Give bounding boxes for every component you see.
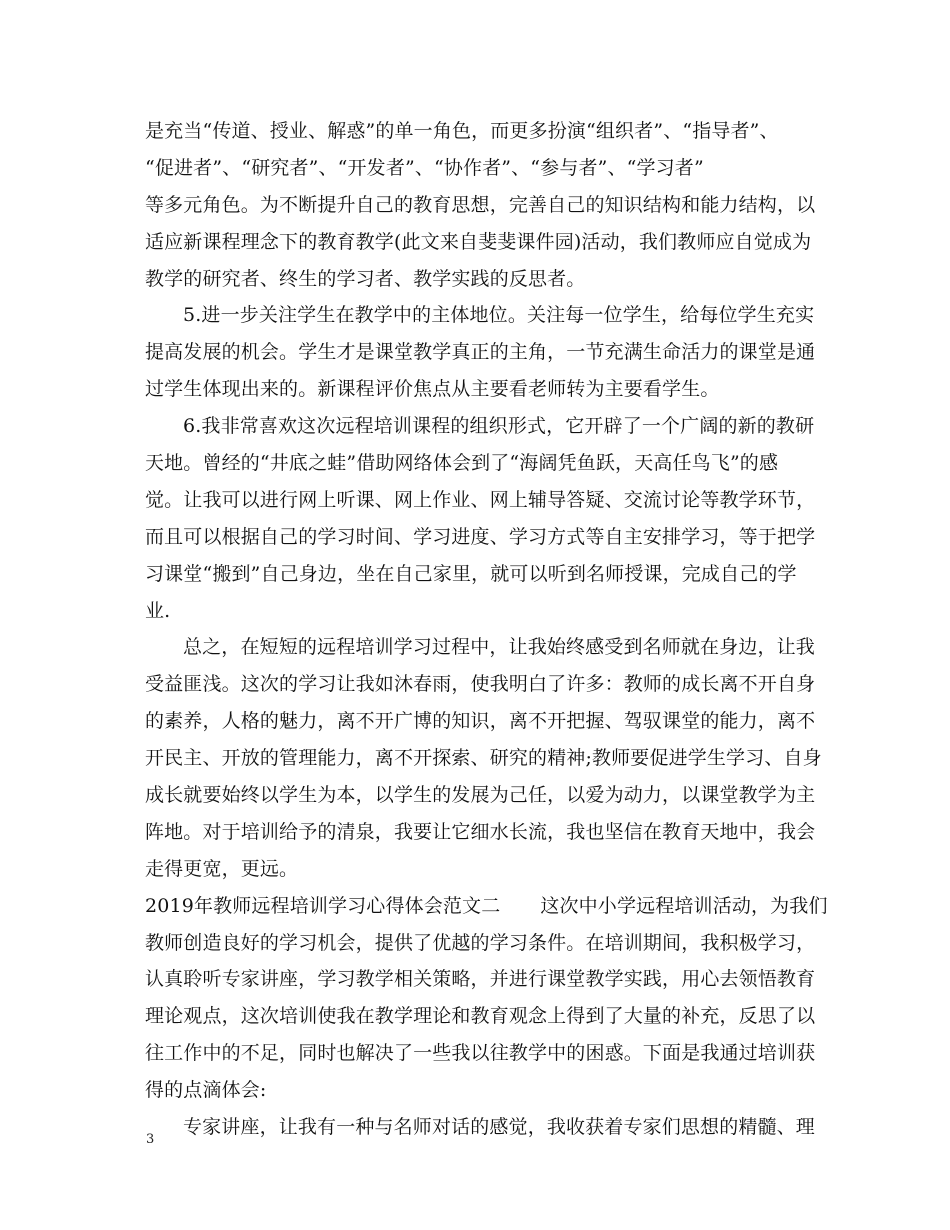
text-line: 认真聆听专家讲座，学习教学相关策略，并进行课堂教学实践，用心去领悟教育	[145, 968, 816, 991]
paragraph-start-line: 专家讲座，让我有一种与名师对话的感觉，我收获着专家们思想的精髓、理	[183, 1116, 815, 1139]
text-line: “促进者”、“研究者”、“开发者”、“协作者”、“参与者”、“学习者”	[145, 156, 704, 179]
text-line: 理论观点，这次培训使我在教学理论和教育观念上得到了大量的补充，反思了以	[145, 1005, 816, 1028]
paragraph-start-line: 总之，在短短的远程培训学习过程中，让我始终感受到名师就在身边，让我	[183, 636, 815, 659]
text-line: 教学的研究者、终生的学习者、教学实践的反思者。	[145, 267, 586, 290]
section-first-line: 这次中小学远程培训活动，为我们	[540, 894, 828, 917]
text-line: 天地。曾经的“井底之蛙”借助网络体会到了“海阔凭鱼跃，天高任鸟飞”的感	[145, 452, 779, 475]
section-heading-line	[145, 888, 828, 925]
text-line: 提高发展的机会。学生才是课堂教学真正的主角，一节充满生命活力的课堂是通	[145, 341, 816, 364]
text-line: 适应新课程理念下的教育教学(此文来自斐斐课件园)活动，我们教师应自觉成为	[145, 230, 812, 253]
paragraph-start-line: 6.我非常喜欢这次远程培训课程的组织形式，它开辟了一个广阔的新的教研	[183, 415, 815, 438]
text-line: 成长就要始终以学生为本，以学生的发展为己任，以爱为动力，以课堂教学为主	[145, 784, 816, 807]
text-line: 习课堂“搬到”自己身边，坐在自己家里，就可以听到名师授课，完成自己的学	[145, 562, 797, 585]
text-line: 教师创造良好的学习机会，提供了优越的学习条件。在培训期间，我积极学习，	[145, 931, 816, 954]
text-line: 受益匪浅。这次的学习让我如沐春雨，使我明白了许多：教师的成长离不开自身	[145, 673, 816, 696]
text-line: 的素养，人格的魅力，离不开广博的知识，离不开把握、驾驭课堂的能力，离不	[145, 710, 816, 733]
section-title: 2019年教师远程培训学习心得体会范文二	[145, 894, 501, 917]
text-line: 得的点滴体会:	[145, 1079, 267, 1102]
text-line: 过学生体现出来的。新课程评价焦点从主要看老师转为主要看学生。	[145, 378, 720, 401]
text-line: 阵地。对于培训给予的清泉，我要让它细水长流，我也坚信在教育天地中，我会	[145, 820, 816, 843]
document-body	[145, 113, 828, 1146]
text-line: 觉。让我可以进行网上听课、网上作业、网上辅导答疑、交流讨论等教学环节，	[145, 488, 816, 511]
text-line: 而且可以根据自己的学习时间、学习进度、学习方式等自主安排学习，等于把学	[145, 525, 816, 548]
page-number: 3	[146, 1132, 155, 1147]
paragraph-start-line: 5.进一步关注学生在教学中的主体地位。关注每一位学生，给每位学生充实	[183, 304, 815, 327]
text-line: 业.	[145, 599, 171, 622]
text-line: 是充当“传道、授业、解惑”的单一角色，而更多扮演“组织者”、“指导者”、	[145, 120, 779, 142]
text-line: 开民主、开放的管理能力，离不开探索、研究的精神;教师要促进学生学习、自身	[145, 747, 822, 770]
text-line: 等多元角色。为不断提升自己的教育思想，完善自己的知识结构和能力结构，以	[145, 193, 816, 216]
text-line: 往工作中的不足，同时也解决了一些我以往教学中的困惑。下面是我通过培训获	[145, 1042, 816, 1065]
text-line: 走得更宽，更远。	[145, 857, 299, 880]
